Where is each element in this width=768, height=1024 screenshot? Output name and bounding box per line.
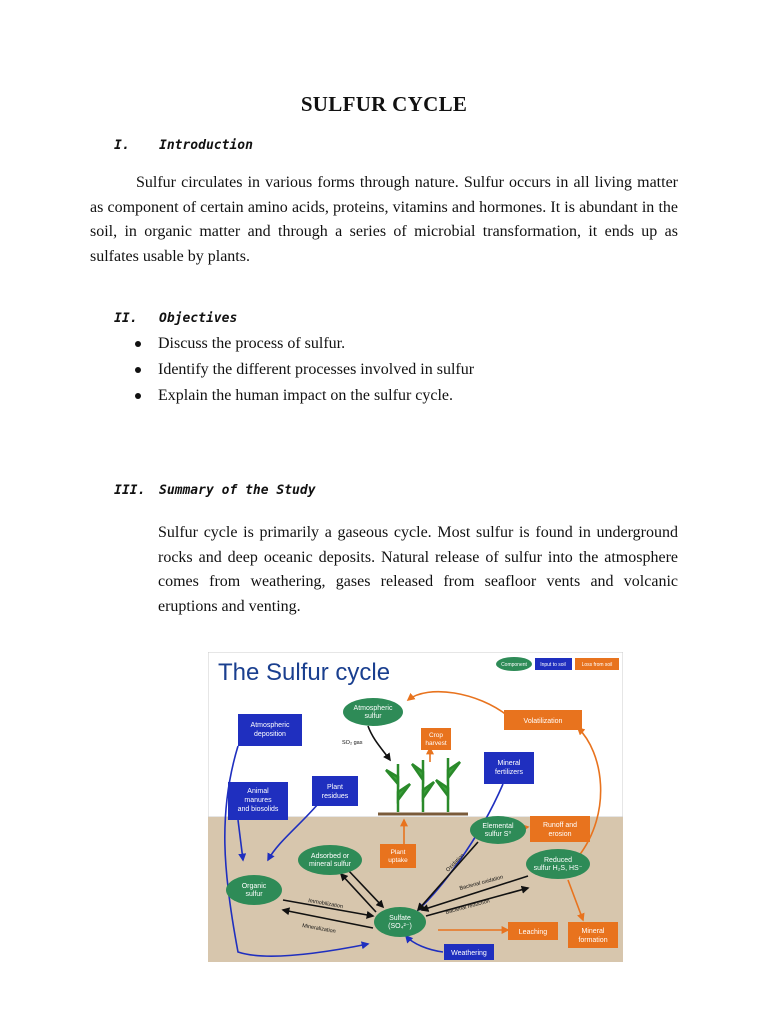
list-item-text: Explain the human impact on the sulfur cycle. — [158, 387, 454, 404]
diagram-title: The Sulfur cycle — [218, 659, 391, 686]
legend-component-label: Component — [501, 662, 527, 668]
component-adsorbed-sulfur — [298, 845, 362, 875]
svg-text:(SO₄²⁻): (SO₄²⁻) — [388, 923, 412, 930]
section-numeral: III. — [114, 483, 146, 498]
svg-text:formation: formation — [578, 937, 608, 944]
svg-text:sulfur: sulfur — [245, 891, 263, 898]
svg-text:Leaching: Leaching — [518, 929, 548, 936]
svg-text:Sulfate: Sulfate — [389, 915, 411, 922]
input-atmospheric-deposition — [238, 714, 302, 746]
section-title: Introduction — [159, 138, 253, 153]
svg-text:Animal: Animal — [247, 788, 269, 795]
legend-loss-label: Loss from soil — [581, 662, 613, 668]
svg-text:Volatilization: Volatilization — [523, 718, 563, 725]
component-reduced-sulfur — [526, 849, 590, 879]
svg-text:Elemental: Elemental — [482, 823, 514, 830]
objectives-list — [133, 331, 474, 409]
svg-text:mineral sulfur: mineral sulfur — [308, 861, 352, 868]
summary-paragraph: Sulfur cycle is primarily a gaseous cycle. Most sulfur is found in underground rocks and deep oceanic deposits. Natural release of sulfur into the atmosphere comes from weathering, gases released from seafloor vents and volcanic eruptions and venting. — [158, 524, 678, 615]
svg-text:Plant: Plant — [327, 784, 343, 791]
label-so2-gas: SO₂ gas — [342, 740, 363, 746]
list-item — [133, 383, 474, 409]
label-oxidation: Oxidation — [445, 852, 466, 874]
component-sulfate — [374, 907, 426, 937]
sulfur-cycle-diagram — [208, 652, 623, 962]
input-plant-residues — [312, 776, 358, 806]
section-numeral: II. — [114, 311, 138, 326]
svg-text:Adsorbed or: Adsorbed or — [310, 853, 350, 860]
component-atmospheric-sulfur — [343, 698, 403, 726]
legend — [496, 657, 619, 671]
loss-mineral-formation — [568, 922, 618, 948]
label-mineralization: Mineralization — [301, 923, 337, 935]
svg-text:Plant: Plant — [390, 849, 406, 856]
svg-text:deposition: deposition — [254, 731, 286, 738]
label-bacterial-oxidation: Bacterial oxidation — [458, 874, 504, 892]
input-animal-manures — [228, 782, 288, 820]
svg-text:Crop: Crop — [428, 732, 444, 739]
svg-text:harvest: harvest — [425, 740, 447, 747]
svg-text:Organic: Organic — [241, 883, 267, 890]
bullet-icon — [135, 341, 141, 347]
svg-text:residues: residues — [321, 793, 349, 800]
svg-text:sulfur S⁰: sulfur S⁰ — [484, 831, 512, 838]
label-immobilization: Immobilization — [307, 898, 344, 911]
input-mineral-fertilizers — [484, 752, 534, 784]
loss-leaching — [508, 922, 558, 940]
svg-text:uptake: uptake — [388, 857, 408, 864]
legend-input-label: Input to soil — [540, 662, 566, 668]
section-numeral: I. — [114, 138, 130, 153]
svg-text:fertilizers: fertilizers — [494, 769, 524, 776]
input-weathering — [444, 944, 494, 960]
bullet-icon — [135, 393, 141, 399]
svg-text:Weathering: Weathering — [451, 950, 487, 957]
svg-text:sulfur: sulfur — [364, 713, 382, 720]
label-bacterial-reduction: Bacterial reduction — [444, 898, 491, 916]
svg-text:Reduced: Reduced — [543, 857, 573, 864]
svg-text:Mineral: Mineral — [581, 928, 605, 935]
list-item — [133, 331, 474, 357]
svg-text:Atmospheric: Atmospheric — [250, 722, 290, 729]
loss-plant-uptake — [380, 844, 416, 868]
bullet-icon — [135, 367, 141, 373]
list-item-text: Discuss the process of sulfur. — [158, 335, 346, 352]
section-heading-introduction — [114, 138, 253, 153]
loss-crop-harvest — [421, 728, 451, 750]
component-elemental-sulfur — [470, 816, 526, 844]
list-item-text: Identify the different processes involved in sulfur — [158, 361, 475, 378]
svg-text:manures: manures — [244, 797, 272, 804]
section-title: Objectives — [159, 311, 238, 326]
svg-text:and biosolids: and biosolids — [237, 806, 279, 813]
section-heading-summary — [114, 483, 316, 498]
svg-text:erosion: erosion — [548, 831, 572, 838]
loss-runoff-erosion — [530, 816, 590, 842]
introduction-paragraph: Sulfur circulates in various forms through nature. Sulfur occurs in all living matter as component of certain amino acids, proteins, vitamins and hormones. It is abundant in the soil, in organic matter and through a series of microbial transformation, it ends up as sulfates usable by plants. — [90, 174, 678, 265]
component-organic-sulfur — [226, 875, 282, 905]
svg-text:Runoff and: Runoff and — [542, 822, 578, 829]
section-title: Summary of the Study — [159, 483, 316, 498]
svg-text:Mineral: Mineral — [497, 760, 521, 767]
list-item — [133, 357, 474, 383]
crop-plants-icon — [386, 758, 460, 812]
page-title: SULFUR CYCLE — [300, 92, 468, 116]
section-heading-objectives — [114, 311, 237, 326]
loss-volatilization — [504, 710, 582, 730]
svg-text:sulfur H₂S, HS⁻: sulfur H₂S, HS⁻ — [533, 865, 583, 872]
svg-text:Atmospheric: Atmospheric — [353, 705, 393, 712]
